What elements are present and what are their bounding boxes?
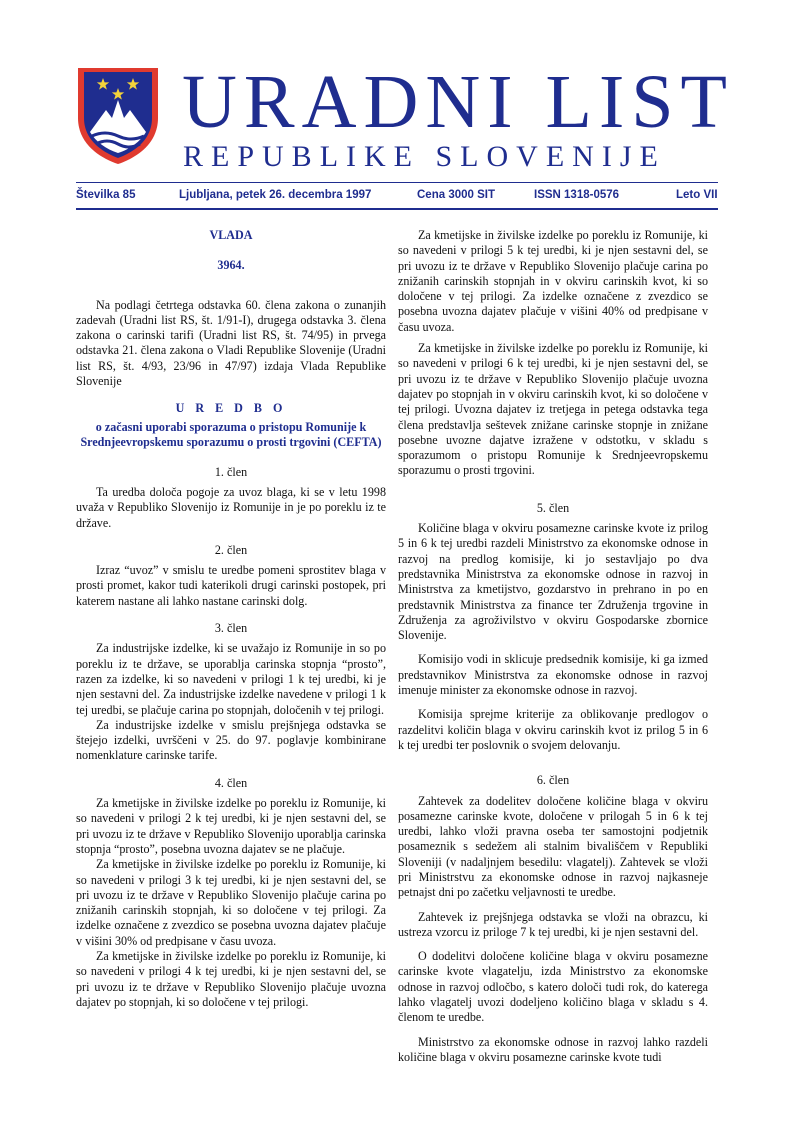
article-heading: 2. člen xyxy=(214,542,248,557)
header-rule-top xyxy=(76,182,718,183)
slovenian-coat-of-arms-icon xyxy=(76,66,160,166)
paragraph: Za industrijske izdelke, ki se uvažajo iz Romunije in so po poreklu iz te države, se uporablja carinska stopnja “prosto”, razen za izdelke, ki so navedeni v prilogi 1 k tej uredbi, ki je njen sestavni del. Za industrijske izdelke navedene v prilogi 1 k tej uredbi, se plačuje carina po stopnjah, določenih v tej prilogi. xyxy=(76,641,386,717)
article-heading: 1. člen xyxy=(214,464,248,479)
paragraph: Za kmetijske in živilske izdelke po poreklu iz Romunije, ki so navedeni v prilogi 4 k tej uredbi, ki je njen sestavni del, se pri uvozu iz te države v Republiko Slovenijo plačuje uvozna dajatev po stopnjah, ki so določene v tej prilogi. xyxy=(76,948,386,1009)
issn: ISSN 1318-0576 xyxy=(534,189,620,201)
issue-price: Cena 3000 SIT xyxy=(417,189,495,201)
paragraph: Količine blaga v okviru posamezne carinske kvote iz prilog 5 in 6 k tej uredbi razdeli Ministrstvo za ekonomske odnose in razvoj na predlog komisije, ki jo sestavljajo po dva predstavnika Ministrstva za ekonomske odnose in razvoj in Ministrstva za kmetijstvo, gozdarstvo in prehrano in po en predstavnik Ministrstva za finance ter Združenja trgovine in Združenja za agroživilstvo v okviru Gospodarske zbornice Slovenije. xyxy=(398,521,708,643)
act-subject: o začasni uporabi sporazuma o pristopu Romunije k Srednjeevropskemu sporazumu o prosti trgovini (CEFTA) xyxy=(80,419,382,449)
section-heading: VLADA xyxy=(209,228,253,242)
paragraph: Za kmetijske in živilske izdelke po poreklu iz Romunije, ki so navedeni v prilogi 2 k tej uredbi, ki je njen sestavni del, se pri uvozu iz te države v Republiko Slovenijo uporablja carinska stopnja “prosto”, posebna uvozna dajatev se ne plačuje. xyxy=(76,796,386,856)
paragraph: Za kmetijske in živilske izdelke po poreklu iz Romunije, ki so navedeni v prilogi 3 k tej uredbi, ki je njen sestavni del, se pri uvozu iz te države v Republiko Slovenijo plačuje carina po znižanih carinskih stopnjah, ki so določene v tej prilogi. Za izdelke označene z zvezdico se posebna uvozna dajatev plačuje v višini 30% od predpisane v času uvoza. xyxy=(76,857,386,948)
issue-place-date: Ljubljana, petek 26. decembra 1997 xyxy=(179,189,372,201)
header-rule-bottom xyxy=(76,208,718,210)
article-heading: 5. člen xyxy=(536,500,570,515)
paragraph: Ta uredba določa pogoje za uvoz blaga, ki se v letu 1998 uvaža v Republiko Slovenijo iz Romunije in je po poreklu iz te države. xyxy=(76,484,386,530)
issue-year: Leto VII xyxy=(676,189,718,201)
paragraph: Zahtevek za dodelitev določene količine blaga v okviru posamezne carinske kvote, določene v prilogah 5 in 6 k tej uredbi, lahko vloži pravna oseba ter samostojni podjetnik posameznik s sedežem ali stalnim bivališčem v Republiki Sloveniji (v nadaljnjem besedilu: vlagatelj). Zahtevek se vloži pri Ministrstvu za ekonomske odnose in razvoj najkasneje petnajst dni po začetku veljavnosti te uredbe. xyxy=(398,793,708,900)
paragraph: Za kmetijske in živilske izdelke po poreklu iz Romunije, ki so navedeni v prilogi 5 k tej uredbi, ki je njen sestavni del, se pri uvozu iz te države v Republiko Slovenijo plačuje carina po znižanih carinskih stopnjah in v okviru carinskih kvot, ki so določene v tej prilogi. Za izdelke označene z zvezdico se posebna uvozna dajatev plačuje v višini 40% od predpisane v času uvoza. xyxy=(398,228,708,334)
paragraph: Komisija sprejme kriterije za oblikovanje predlogov o razdelitvi količin blaga v okviru carinskih kvot iz prilog 5 in 6 k tej uredbi ter poslovnik o svojem delovanju. xyxy=(398,707,708,752)
paragraph: O dodelitvi določene količine blaga v okviru posamezne carinske kvote vlagatelju, izda Ministrstvo za ekonomske odnose in razvoj odločbo, s katero določi tudi rok, do katerega lahko vlagatelj uvozi dodeljeno količino blaga v skladu s 4. členom te uredbe. xyxy=(398,949,708,1025)
paragraph: Komisijo vodi in sklicuje predsednik komisije, ki ga izmed predstavnikov Ministrstva za ekonomske odnose in razvoj imenuje minister za ekonomske odnose in razvoj. xyxy=(398,652,708,698)
paragraph: Za industrijske izdelke v smislu prejšnjega odstavka se štejejo izdelki, uvrščeni v 25. do 97. poglavje kombinirane nomenklature carinske tarife. xyxy=(76,717,386,763)
article-heading: 6. člen xyxy=(536,773,570,788)
article-heading: 3. člen xyxy=(214,621,248,636)
paragraph: Za kmetijske in živilske izdelke po poreklu iz Romunije, ki so navedeni v prilogi 6 k tej uredbi, ki je njen sestavni del, se pri uvozu iz te države v Republiko Slovenijo plačuje uvozna dajatev po stopnjah in v okviru carinskih kvot, ki so določene v tej prilogi. Uvozna dajatev iz tretjega in petega odstavka tega člena predstavlja seštevek znižane carinske stopnje in znižane posebne uvozne dajatve izražene v odstotku, v skladu s sporazumom o pristopu Romunije k Srednjeevropskemu sporazumu o prosti trgovini. xyxy=(398,341,708,478)
issue-number: Številka 85 xyxy=(76,189,136,201)
preamble: Na podlagi četrtega odstavka 60. člena zakona o zunanjih zadevah (Uradni list RS, št. 1/91-I), drugega odstavka 3. člena zakona o carinski tarifi (Uradni list RS, št. 74/95) in prvega odstavka 21. člena zakona o Vladi Republike Slovenije (Uradni list RS, št. 4/93, 23/96 in 47/97) izdaja Vlada Republike Slovenije xyxy=(76,297,386,389)
article-heading: 4. člen xyxy=(214,775,248,790)
act-title: U R E D B O xyxy=(175,401,287,416)
paragraph: Zahtevek iz prejšnjega odstavka se vloži na obrazcu, ki ustreza vzorcu iz priloge 7 k tej uredbi, ki je njen sestavni del. xyxy=(398,909,708,939)
paragraph: Izraz “uvoz” v smislu te uredbe pomeni sprostitev blaga v prosti promet, kakor tudi katerikoli drugi carinski postopek, pri katerem nastane ali lahko nastane carinski dolg. xyxy=(76,563,386,608)
masthead-title: URADNI LIST xyxy=(182,60,734,144)
paragraph: Ministrstvo za ekonomske odnose in razvoj lahko razdeli količine blaga v okviru posamezne carinske kvote tudi xyxy=(398,1034,708,1064)
left-column xyxy=(76,228,386,1016)
right-column xyxy=(398,228,708,1071)
masthead-subtitle: REPUBLIKE SLOVENIJE xyxy=(183,140,666,173)
act-number: 3964. xyxy=(217,258,245,273)
